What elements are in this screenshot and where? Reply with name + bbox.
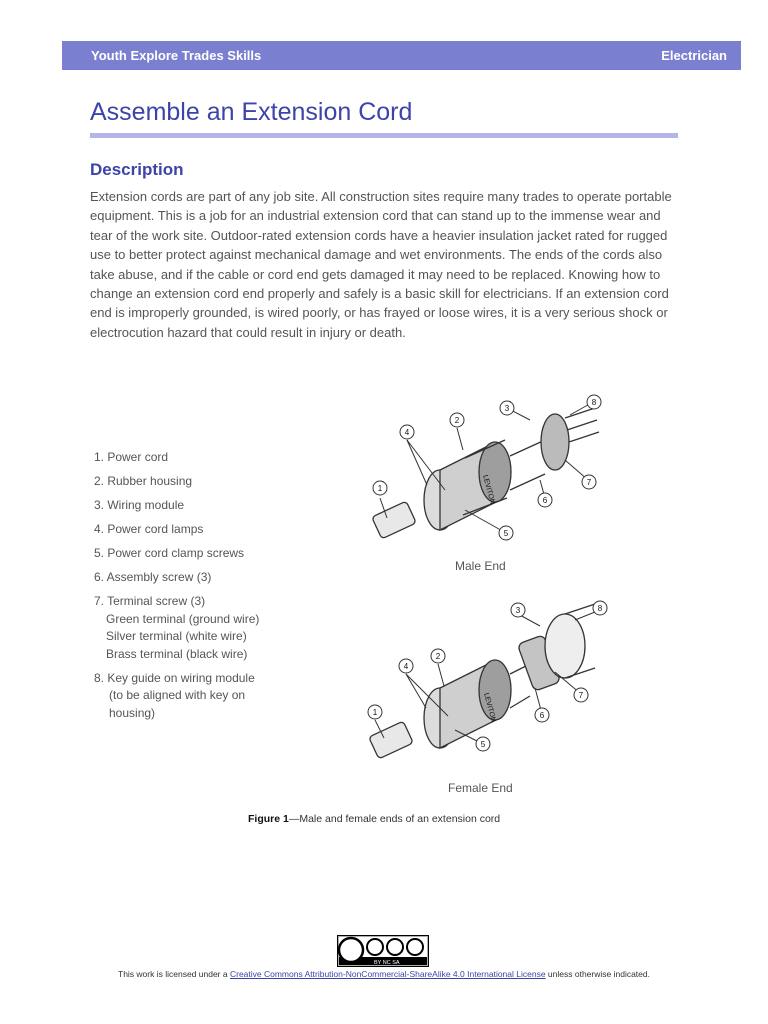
figure-number: Figure 1: [248, 813, 289, 825]
callout-label: 1: [372, 708, 378, 717]
list-item: 5. Power cord clamp screws: [94, 546, 245, 560]
description-paragraph: Extension cords are part of any job site. All construction sites require many trades to operate portable equipment. This is a job for an industrial extension cord that can stand up to the immense wear and tear of the work site. Outdoor-rated extension cords have a heavier insulation jacket rated for rugged use to better protect against mechanical damage and wet environments. The ends of the cords also take abuse, and if the cable or cord end gets damaged it may need to be replaced. Knowing how to change an extension cord end properly and safely is a basic skill for electricians. If an extension cord end is improperly grounded, is wired poorly, or has frayed or loose wires, it is a very serious shock or electrocution hazard that could result in injury or death.: [90, 189, 672, 340]
header-bar: [62, 41, 741, 70]
license-prefix: This work is licensed under a: [118, 969, 230, 979]
parts-list: [94, 449, 334, 729]
female-end-illustration: [360, 598, 620, 768]
list-item: 2. Rubber housing: [94, 474, 193, 488]
callout-label: 8: [597, 604, 603, 613]
callout-label: 7: [586, 478, 592, 487]
license-suffix: unless otherwise indicated.: [545, 969, 650, 979]
callout-label: 5: [503, 529, 509, 538]
list-item: 4. Power cord lamps: [94, 522, 204, 536]
callout-label: 8: [591, 398, 597, 407]
figure-caption-text: —Male and female ends of an extension cord: [288, 813, 501, 825]
callout-label: 7: [578, 691, 584, 700]
housing-brand-text: LEVITON: [482, 692, 497, 723]
list-item-main: 7. Terminal screw (3): [94, 594, 206, 608]
list-subitem: Green terminal (ground wire): [106, 611, 260, 626]
list-item: [94, 670, 334, 723]
cc-license-badge: [337, 935, 429, 967]
list-item: 6. Assembly screw (3): [94, 570, 212, 584]
housing-brand-text: LEVITON: [481, 474, 496, 505]
trade-name: Electrician: [661, 48, 727, 63]
callout-label: 1: [377, 484, 383, 493]
callout-label: 2: [454, 416, 460, 425]
list-subitem: Silver terminal (white wire): [106, 629, 247, 643]
female-end-figure: [360, 598, 620, 768]
list-subitem: (to be aligned with key on: [109, 688, 246, 702]
cc-badge-icon: [337, 935, 429, 967]
course-title: Youth Explore Trades Skills: [91, 48, 262, 63]
male-end-illustration: [365, 390, 615, 550]
list-subitem: housing): [109, 705, 156, 720]
callout-label: 5: [480, 740, 486, 749]
list-item-main: 8. Key guide on wiring module: [94, 670, 255, 685]
license-notice: [0, 969, 768, 979]
callout-label: 3: [504, 404, 510, 413]
figure-caption: [248, 813, 500, 825]
female-end-label: Female End: [448, 781, 513, 795]
cc-badge-terms: BY NC SA: [374, 960, 400, 966]
license-link[interactable]: Creative Commons Attribution-NonCommercial-ShareAlike 4.0 International License: [229, 969, 546, 979]
callout-label: 2: [435, 652, 441, 661]
male-end-figure: [365, 390, 615, 550]
list-item: 3. Wiring module: [94, 498, 185, 512]
list-subitem: Brass terminal (black wire): [106, 646, 248, 661]
callout-label: 4: [403, 662, 409, 671]
list-item: [94, 593, 334, 663]
callout-label: 6: [539, 711, 545, 720]
title-rule: [90, 133, 678, 138]
list-item: 1. Power cord: [94, 450, 169, 464]
section-heading: Description: [90, 160, 184, 179]
callout-label: 3: [515, 606, 521, 615]
callout-label: 6: [542, 496, 548, 505]
callout-label: 4: [404, 428, 410, 437]
male-end-label: Male End: [455, 559, 506, 573]
page-title: Assemble an Extension Cord: [90, 98, 413, 126]
